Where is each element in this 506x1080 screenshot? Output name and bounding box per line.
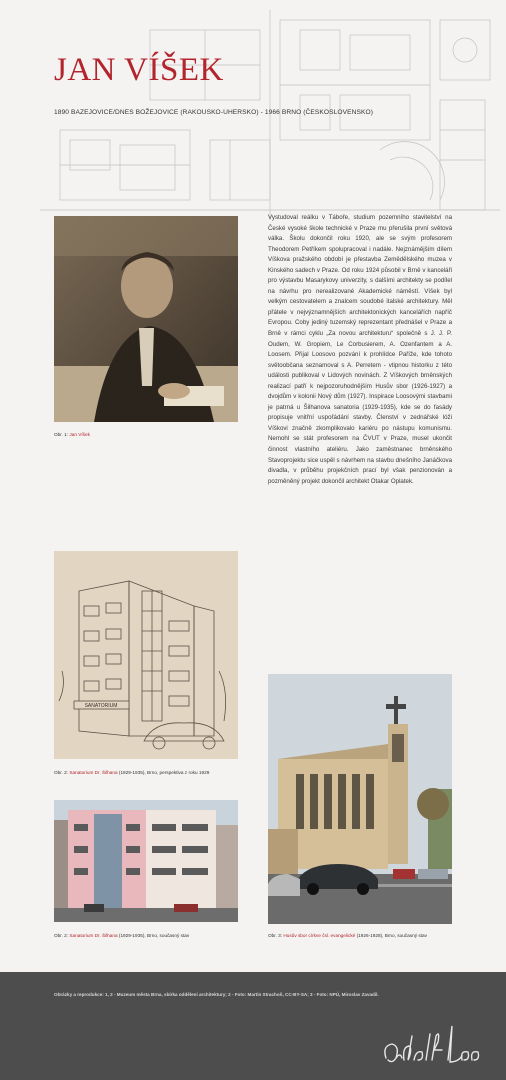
caption-2: Obr. 2: Sanatorium Dr. Šilhana (1929-1935), Brno, perspektiva z roku 1929 [54, 770, 210, 775]
hus-church-photo [268, 674, 452, 924]
page-subtitle: 1890 BAZEJOVICE/DNES BOŽEJOVICE (RAKOUSKO-UHERSKO) - 1966 BRNO (ČESKOSLOVENSKO) [54, 109, 373, 116]
portrait-photo [54, 216, 238, 422]
footer [0, 972, 506, 1080]
image-credits: Obrázky a reprodukce: 1, 2 - Muzeum města Brna, sbírka oddělení architektury; 2 - Foto: Martin Strachoň, CC-BY-SA; 3 - Foto: NPÚ, Miroslav Zavadil. [54, 992, 379, 997]
biography-text: Vystudoval reálku v Táboře, studium pozemního stavitelství na České vysoké škole technické v Praze mu přerušila první světová válka. Školu dokončil roku 1920, ale se svým profesorem Theodorem Petříkem spolupracoval i nadále. Nejznámějším dílem Víškova pražského období je přestavba Zemědělského muzea v Kinského sadech v Praze. Od roku 1924 působil v Brně v kanceláři pro výstavbu Masarykovy univerzity, s dalšími architekty se podílel na návrhu pro nerealizované Akademické náměstí. Víšek byl velkým cestovatelem a znalcem soudobé italské architektury. Měl přátele v nejvýznamnějších architektonických kancelářích napříč Evropou. Coby jediný tuzemský reprezentant přednášel v Praze a Brně v rámci cyklu „Za novou architekturu“ společně s J. J. P. Oudem, W. Gropiem, Le Corbusierem, A. Ozenfantem a A. Loosem. Přijal Loosovo pozvání k prohlídce Paříže, kde tohoto světoobčana seznamoval s A. Perretem - vtipnou historku z této události publikoval v Lidových novinách. Z Víškových brněnských realizací patří k nejpozoruhodnějším Husův sbor (1926-1927) a dvojdům v kolonii Nový dům (1927). Inspirace Loosovými stavbami je patrná u Šilhanova sanatoria (1929-1935), kde se do fasády propisuje vnitřní uspořádání stavby. Členství v zednářské lóži Víškovi značně zkomplikovalo kariéru po nástupu komunismu. Nemohl se stát profesorem na ČVUT v Praze, musel ukončit činnost vlastního ateliéru. Jako zaměstnanec brněnského Stavoprojektu sice uspěl s návrhem na stavbu dnešního Janáčkova divadla, v průběhu projekčních prací byl však penzionován a pozměněný projekt dokončil architekt Otakar Oplatek. [268, 214, 452, 485]
page-title: JAN VÍŠEK [54, 52, 224, 88]
sketch-sign-text: SANATORIUM [84, 703, 118, 709]
caption-3: Obr. 2: Sanatorium Dr. Šilhana (1929-1935), Brno, současný stav [54, 933, 190, 938]
adolf-loos-signature [378, 1016, 488, 1076]
sanatorium-sketch [54, 551, 238, 759]
caption-4: Obr. 3: Husův sbor církve čsl. evangelické (1926-1928), Brno, současný stav [268, 933, 427, 938]
caption-1: Obr. 1: Jan Víšek [54, 432, 90, 437]
sanatorium-photo [54, 800, 238, 922]
caption-1-name: Jan Víšek [69, 432, 90, 437]
